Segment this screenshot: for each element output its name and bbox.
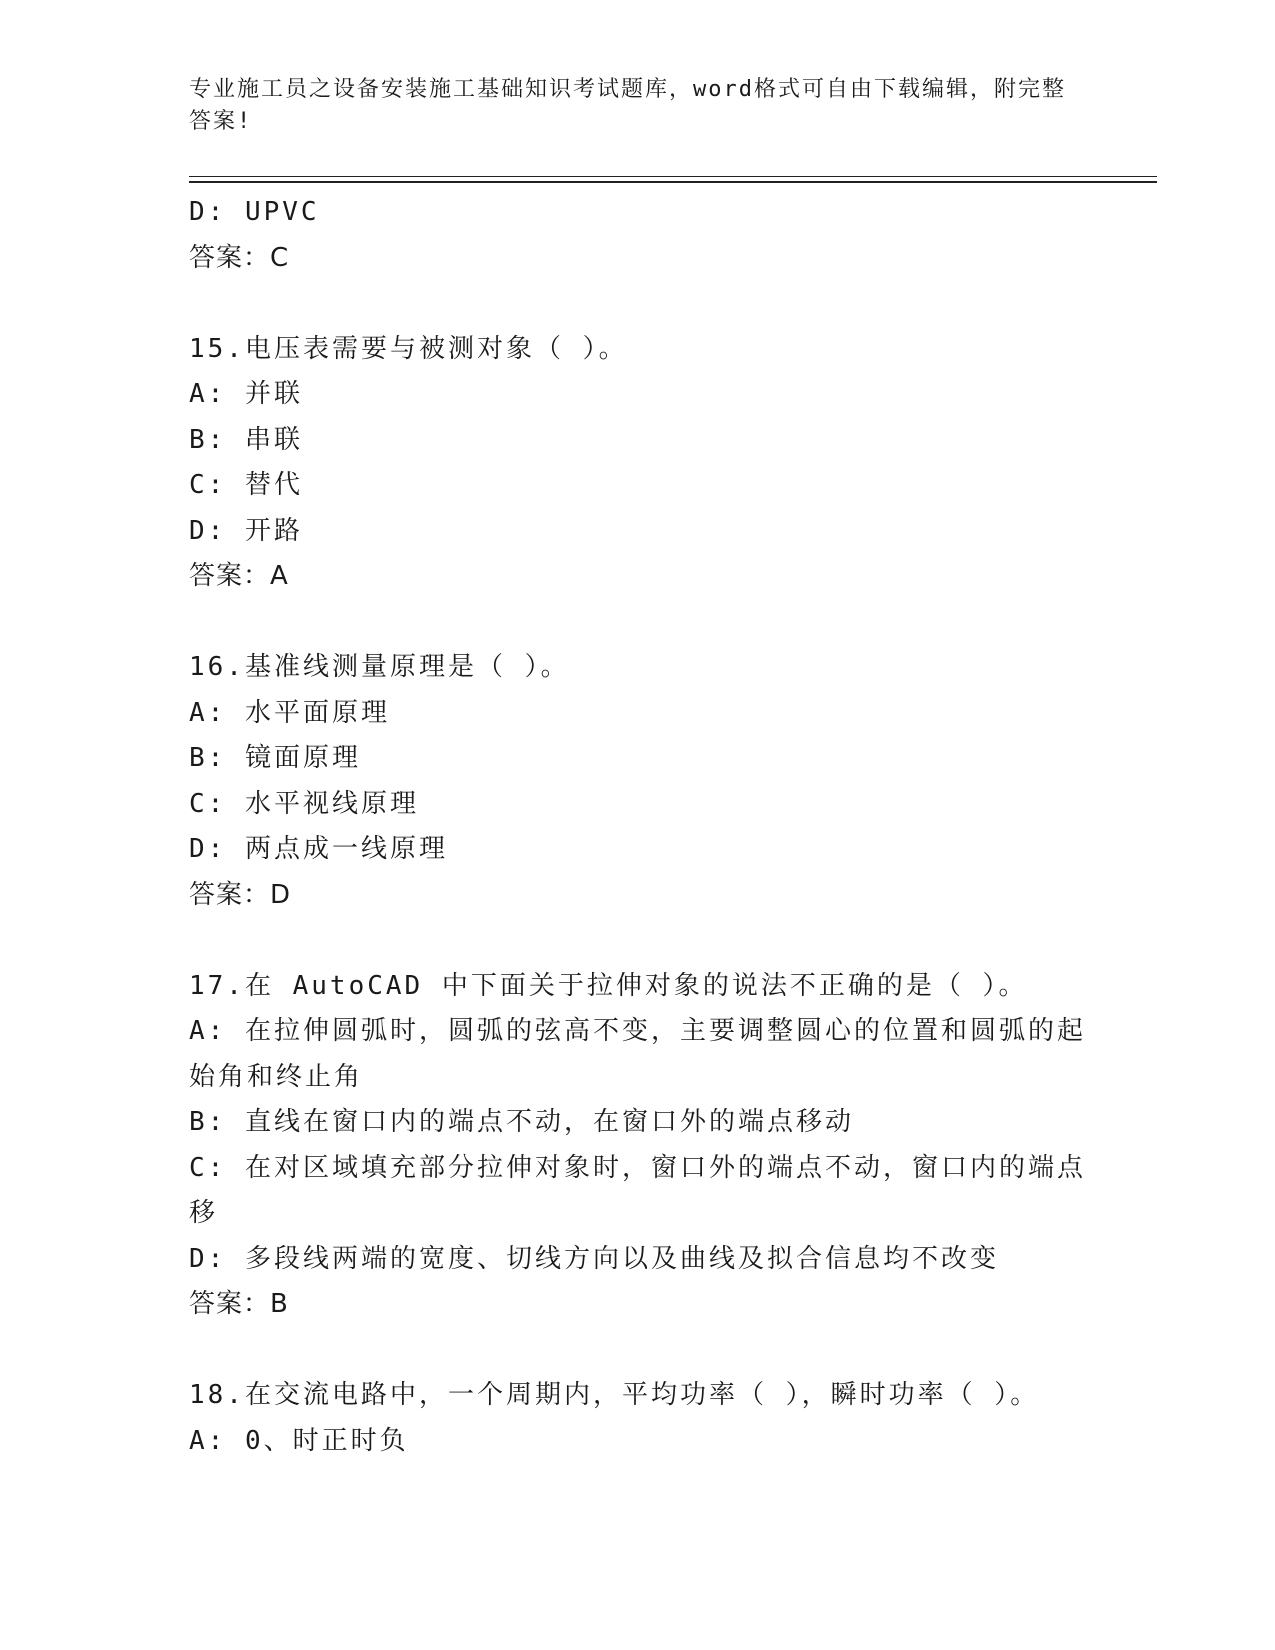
answer-line: 答案：B [189,1289,289,1319]
option-d: D: 两点成一线原理 [189,834,448,864]
spacer [189,1328,1089,1374]
option-a: A: 在拉伸圆弧时，圆弧的弦高不变，主要调整圆心的位置和圆弧的起始角和终止角 [189,1016,1086,1092]
option-a: A: 0、时正时负 [189,1425,409,1456]
question-stem: 18.在交流电路中，一个周期内，平均功率（ ），瞬时功率（ ）。 [189,1380,1040,1410]
document-header: 专业施工员之设备安装施工基础知识考试题库，word格式可自由下载编辑，附完整答案! [189,77,1066,134]
spacer [189,600,1089,646]
option-d: D: UPVC [189,197,320,227]
option-a: A: 水平面原理 [189,697,390,728]
option-b: B: 镜面原理 [189,743,361,773]
spacer [189,918,1089,964]
header-divider-thin [189,176,1157,177]
answer-line: 答案：C [189,242,290,273]
option-c: C: 在对区域填充部分拉伸对象时，窗口外的端点不动，窗口内的端点移 [189,1152,1086,1228]
question-stem: 17.在 AutoCAD 中下面关于拉伸对象的说法不正确的是（ ）。 [189,970,1028,1001]
option-d: D: 多段线两端的宽度、切线方向以及曲线及拟合信息均不改变 [189,1243,999,1274]
answer-line: 答案：A [189,561,289,591]
answer-line: 答案：D [189,879,292,910]
option-b: B: 串联 [189,424,303,455]
option-c: C: 替代 [189,470,303,500]
option-a: A: 并联 [189,379,303,409]
question-stem: 16.基准线测量原理是（ ）。 [189,652,570,682]
question-content [189,190,1089,1464]
option-b: B: 直线在窗口内的端点不动，在窗口外的端点移动 [189,1107,854,1137]
spacer [189,281,1089,327]
header-divider-thick [189,181,1157,183]
question-stem: 15.电压表需要与被测对象（ ）。 [189,333,628,364]
option-d: D: 开路 [189,515,303,546]
option-c: C: 水平视线原理 [189,788,419,819]
